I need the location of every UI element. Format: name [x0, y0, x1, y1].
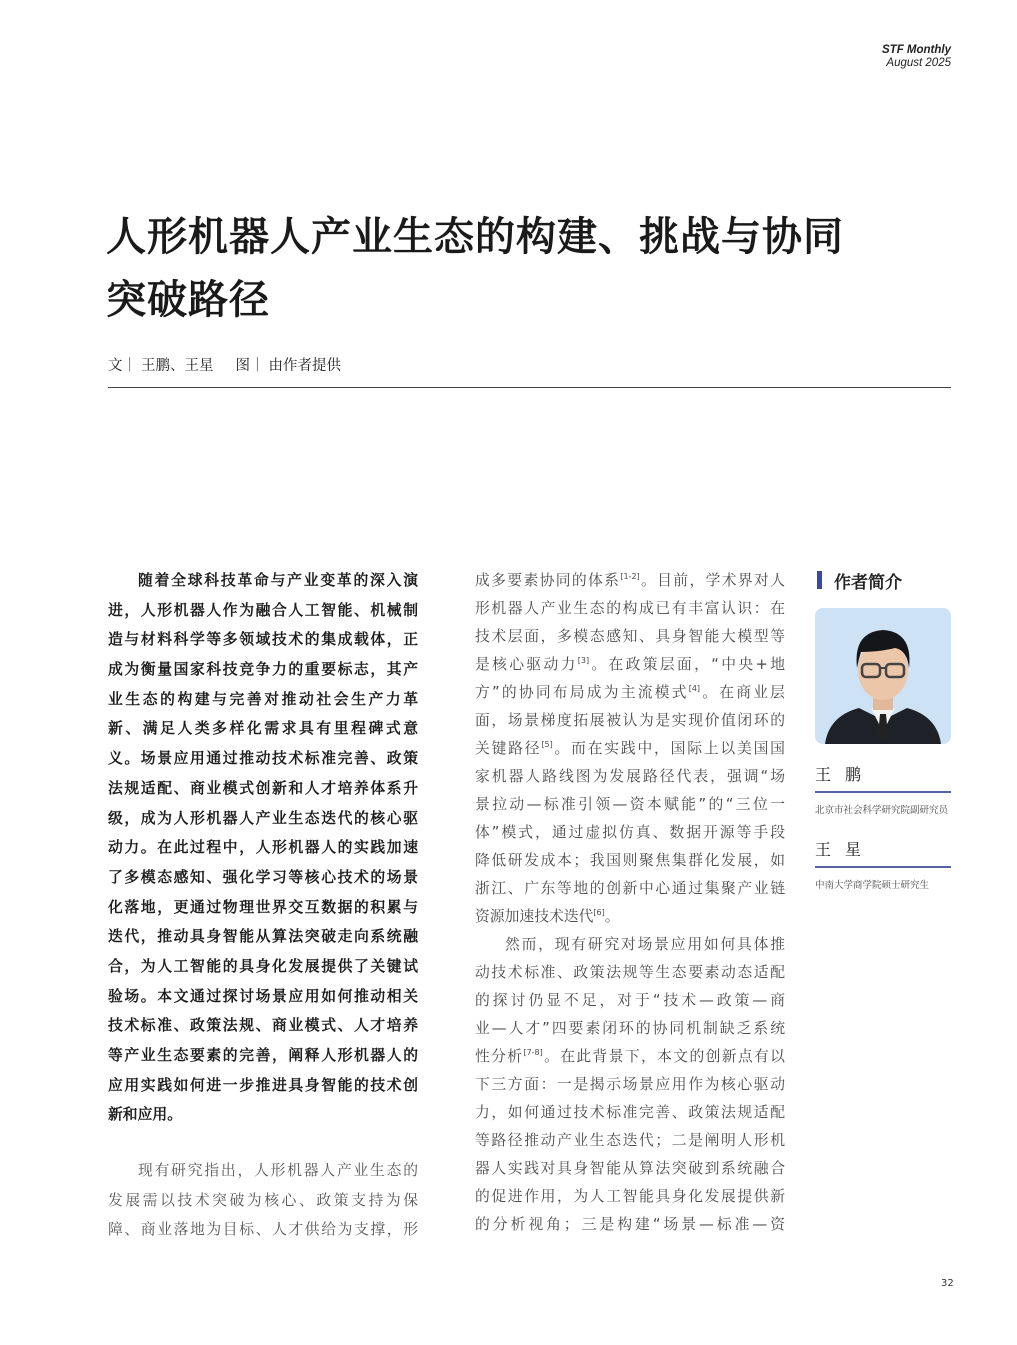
text-segment: 面，场景梯度拓展被认为是实现价值闭环的 [475, 712, 785, 729]
text-line [475, 1127, 785, 1155]
citation-superscript: [5] [541, 740, 553, 749]
text-segment: 降低研发成本；我国则聚焦集群化发展，如 [475, 852, 785, 869]
text-segment: 方”的协同布局成为主流模式 [475, 684, 689, 701]
text-line [475, 819, 785, 847]
text-segment: 然而，现有研究对场景应用如何具体推 [505, 936, 785, 953]
text-line [475, 847, 785, 875]
text-line [475, 623, 785, 651]
author-photo [815, 608, 951, 744]
text-line [108, 655, 418, 685]
text-segment: 下三方面：一是揭示场景应用作为核心驱动 [475, 1076, 785, 1093]
text-line [108, 1186, 418, 1216]
text-segment: 合，为人工智能的具身化发展提供了关键试 [108, 957, 418, 975]
text-line [475, 931, 785, 959]
citation-superscript: [6] [593, 908, 605, 917]
text-line [108, 893, 418, 923]
text-segment: 。而在实践中，国际上以美国国 [552, 740, 785, 757]
text-line [108, 1071, 418, 1101]
text-segment: 。在政策层面，“中央+地 [589, 656, 785, 673]
text-segment: 浙江、广东等地的创新中心通过集聚产业链 [475, 880, 785, 897]
author-affiliation: 北京市社会科学研究院副研究员 [815, 805, 949, 816]
text-line [475, 1071, 785, 1099]
article-title [106, 206, 966, 332]
text-line [108, 922, 418, 952]
text-segment: 新和应用。 [108, 1106, 182, 1124]
sidebar-title [815, 566, 951, 594]
text-line [108, 863, 418, 893]
title-line: 人形机器人产业生态的构建、挑战与协同 [106, 214, 844, 260]
text-segment: 资源加速技术迭代 [475, 908, 594, 925]
citation-superscript: [3] [577, 656, 590, 665]
text-segment: 是核心驱动力 [475, 656, 578, 673]
byline [108, 354, 345, 375]
text-line [475, 1043, 785, 1071]
text-segment: 验场。本文通过探讨场景应用如何推动相关 [108, 987, 418, 1005]
text-segment: 进，人形机器人作为融合人工智能、机械制 [108, 601, 418, 619]
text-segment: 新、满足人类多样化需求具有里程碑式意 [108, 720, 418, 738]
text-segment: 的促进作用，为人工智能具身化发展提供新 [475, 1188, 785, 1205]
text-segment: 的探讨仍显不足，对于“技术—政策—商 [475, 992, 785, 1009]
citation-superscript: [7-8] [523, 1048, 543, 1057]
running-header [882, 44, 951, 70]
column-2 [475, 567, 785, 1239]
magazine-name: STF Monthly [882, 44, 951, 56]
text-segment: 级，成为人形机器人产业生态迭代的核心驱 [108, 809, 418, 827]
text-segment: 障、商业落地为目标、人才供给为支撑，形 [108, 1221, 418, 1239]
text-line [108, 833, 418, 863]
text-segment: 业生态的构建与完善对推动社会生产力革 [108, 690, 418, 708]
text-segment: 动技术标准、政策法规等生态要素动态适配 [475, 964, 785, 981]
text-line [475, 707, 785, 735]
text-line [108, 1011, 418, 1041]
title-line: 突破路径 [106, 277, 270, 323]
text-line [475, 1155, 785, 1183]
citation-superscript: [1-2] [620, 572, 640, 581]
text-segment: 力，如何通过技术标准完善、政策法规适配 [475, 1104, 785, 1121]
text-segment: 成多要素协同的体系 [475, 572, 621, 589]
text-line [475, 567, 785, 595]
text-segment: 现有研究指出，人形机器人产业生态的 [138, 1162, 418, 1180]
author-profile-sidebar [815, 566, 951, 894]
text-segment: 迭代，推动具身智能从算法突破走向系统融 [108, 928, 418, 946]
text-line [108, 1041, 418, 1071]
text-line [108, 1156, 418, 1186]
body-paragraph [108, 1156, 418, 1245]
column-1 [108, 566, 418, 1245]
text-segment: 发展需以技术突破为核心、政策支持为保 [108, 1191, 418, 1209]
text-line [475, 679, 785, 707]
text-segment: 性分析 [475, 1048, 524, 1065]
text-line [475, 1015, 785, 1043]
text-segment: 法规适配、商业模式创新和人才培养体系升 [108, 779, 418, 797]
text-line [108, 596, 418, 626]
text-segment: 等产业生态要素的完善，阐释人形机器人的 [108, 1047, 418, 1064]
authors: 王鹏、王星 [141, 358, 214, 374]
text-line [475, 959, 785, 987]
text-segment: 家机器人路线图为发展路径代表，强调“场 [475, 768, 785, 785]
text-segment: 随着全球科技革命与产业变革的深入演 [138, 572, 418, 589]
text-segment: 。在商业层 [700, 684, 785, 701]
text-line [475, 987, 785, 1015]
text-segment: 体”模式，通过虚拟仿真、数据开源等手段 [475, 824, 785, 841]
text-line [475, 1183, 785, 1211]
text-segment: 的分析视角；三是构建“场景—标准—资 [475, 1216, 785, 1233]
text-segment: 业—人才”四要素闭环的协同机制缺乏系统 [475, 1020, 785, 1037]
text-segment: 了多模态感知、强化学习等核心技术的场景 [108, 868, 418, 886]
text-line [108, 566, 418, 596]
image-label: 图｜ [235, 358, 265, 374]
text-segment: 景拉动—标准引领—资本赋能”的“三位一 [475, 796, 785, 813]
text-segment: 化落地，更通过物理世界交互数据的积累与 [108, 898, 418, 916]
text-line [475, 791, 785, 819]
text-segment: 成为衡量国家科技竞争力的重要标志，其产 [108, 661, 418, 679]
text-line [108, 685, 418, 715]
text-line [108, 625, 418, 655]
text-line [108, 744, 418, 774]
text-line [475, 903, 785, 931]
text-line [475, 735, 785, 763]
text-segment: 。 [604, 908, 620, 925]
intro-paragraph [108, 566, 418, 1130]
image-credit: 由作者提供 [268, 358, 341, 374]
text-line [108, 804, 418, 834]
author-name: 王星 [815, 837, 951, 868]
text-line [475, 651, 785, 679]
text-line [108, 952, 418, 982]
text-line [475, 1099, 785, 1127]
title-accent-bar [817, 571, 822, 589]
text-segment: 。目前，学术界对人 [639, 572, 785, 589]
citation-superscript: [4] [688, 684, 701, 693]
text-segment: 义。场景应用通过推动技术标准完善、政策 [108, 750, 418, 768]
text-segment: 技术标准、政策法规、商业模式、人才培养 [108, 1017, 418, 1035]
text-segment: 等路径推动产业生态迭代；二是阐明人形机 [475, 1132, 785, 1149]
text-line [108, 1100, 418, 1130]
text-segment: 关键路径 [475, 740, 542, 757]
text-segment: 形机器人产业生态的构成已有丰富认识：在 [475, 600, 785, 617]
author-affiliation: 中南大学商学院硕士研究生 [815, 880, 930, 891]
sidebar-title-text: 作者简介 [834, 572, 902, 593]
issue-date: August 2025 [886, 57, 951, 69]
text-line [475, 875, 785, 903]
text-line [108, 982, 418, 1012]
text-segment: 应用实践如何进一步推进具身智能的技术创 [108, 1076, 418, 1094]
text-segment: 器人实践对具身智能从算法突破到系统融合 [475, 1160, 785, 1177]
text-segment: 造与材料科学等多领域技术的集成载体，正 [108, 631, 418, 649]
text-line [475, 595, 785, 623]
body-paragraph [475, 567, 785, 931]
text-line [108, 714, 418, 744]
text-segment: 动力。在此过程中，人形机器人的实践加速 [108, 839, 418, 857]
text-label: 文｜ [108, 358, 137, 374]
title-rule [108, 387, 951, 388]
text-line [108, 774, 418, 804]
page-number: 32 [941, 1278, 954, 1289]
text-segment: 技术层面，多模态感知、具身智能大模型等 [475, 628, 785, 645]
text-segment: 。在此背景下，本文的创新点有以 [542, 1048, 785, 1065]
text-line [475, 1211, 785, 1239]
author-name: 王鹏 [815, 762, 951, 793]
text-line [475, 763, 785, 791]
text-line [108, 1215, 418, 1245]
body-paragraph [475, 931, 785, 1239]
